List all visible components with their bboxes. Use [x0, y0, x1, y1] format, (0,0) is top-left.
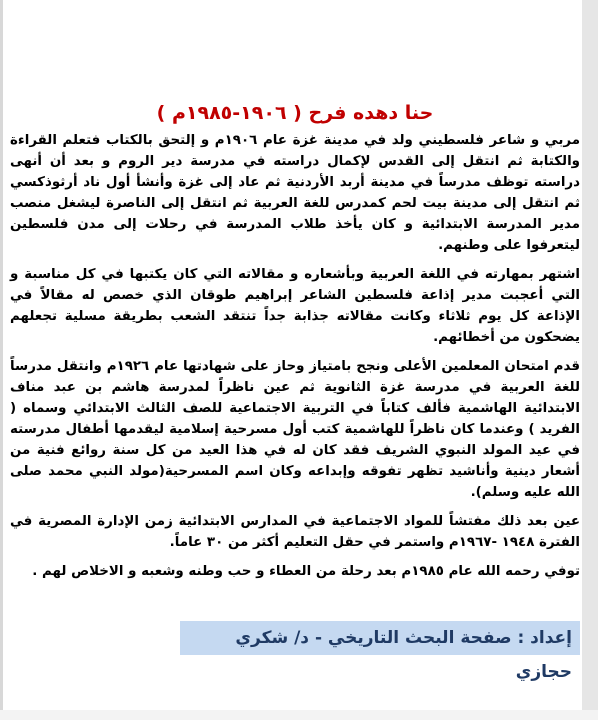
credit-text: إعداد : صفحة البحث التاريخي - د/ شكري حجازي	[235, 628, 572, 682]
article-body	[10, 100, 580, 590]
paragraph-5: توفي رحمه الله عام ١٩٨٥م بعد رحلة من العطاء و حب وطنه وشعبه و الاخلاص لهم .	[32, 564, 580, 579]
bottom-strip	[0, 710, 598, 720]
credit-banner	[180, 621, 580, 682]
paragraph-1: مربي و شاعر فلسطيني ولد في مدينة غزة عام ١٩٠٦م و إلتحق بالكتاب فتعلم القراءة والكتابة ثم انتقل إلى القدس لإكمال دراسته في مدرسة دير الروم و بعد أن أنهى دراسته توظف مدرساً في مدينة أربد الأردنية ثم عاد إلى غزة وأنشأ أول ناد أرثوذكسي ثم انتقل إلى مدينة بيت لحم كمدرس للغة العربية ثم انتقل إلى الناصرة ليشغل منصب مدير المدرسة الابتدائية و كان يأخذ طلاب المدرسة في رحلات إلى مدن فلسطين ليتعرفوا على وطنهم.	[10, 133, 580, 253]
paragraph-2: اشتهر بمهارته في اللغة العربية وبأشعاره و مقالاته التي كان يكتبها في كل مناسبة و التي أعجبت مدير إذاعة فلسطين الشاعر إبراهيم طوقان الذي خصص له مقالاً في الإذاعة كل يوم ثلاثاء وكانت مقالاته جذابة جداً تنتقد الشعب بطريقة مسلية تجعلهم يضحكون من أخطائهم.	[10, 267, 580, 345]
article-title: حنا دهده فرح ( ١٩٠٦-١٩٨٥م )	[156, 102, 434, 124]
paragraph-3: قدم امتحان المعلمين الأعلى ونجح بامتياز وحاز على شهادتها عام ١٩٢٦م وانتقل مدرساً للغة العربية في مدرسة غزة الثانوية ثم عين ناظراً لمدرسة هاشم بن عبد مناف الابتدائية الهاشمية فألف كتاباً في التربية الاجتماعية للصف الثالث الابتدائي وسماه ( الفريد ) وعندما كان ناظراً للهاشمية كتب أول مسرحية إسلامية ليقدمها أطفال مدرسته في عيد المولد النبوي الشريف فقد كان له في هذا العيد من كل سنة روائع فنية من أشعار دينية وأناشيد تظهر تفوقه وإبداعه وكان اسم المسرحية(مولد النبي محمد صلى الله عليه وسلم).	[10, 359, 580, 500]
paragraph-4: عين بعد ذلك مفتشاً للمواد الاجتماعية في المدارس الابتدائية زمن الإدارة المصرية في الفترة ١٩٤٨ -١٩٦٧م واستمر في حقل التعليم أكثر من ٣٠ عاماً.	[10, 514, 580, 550]
left-border	[0, 0, 3, 720]
top-blank-area	[0, 0, 598, 94]
right-scroll-edge	[582, 0, 598, 720]
